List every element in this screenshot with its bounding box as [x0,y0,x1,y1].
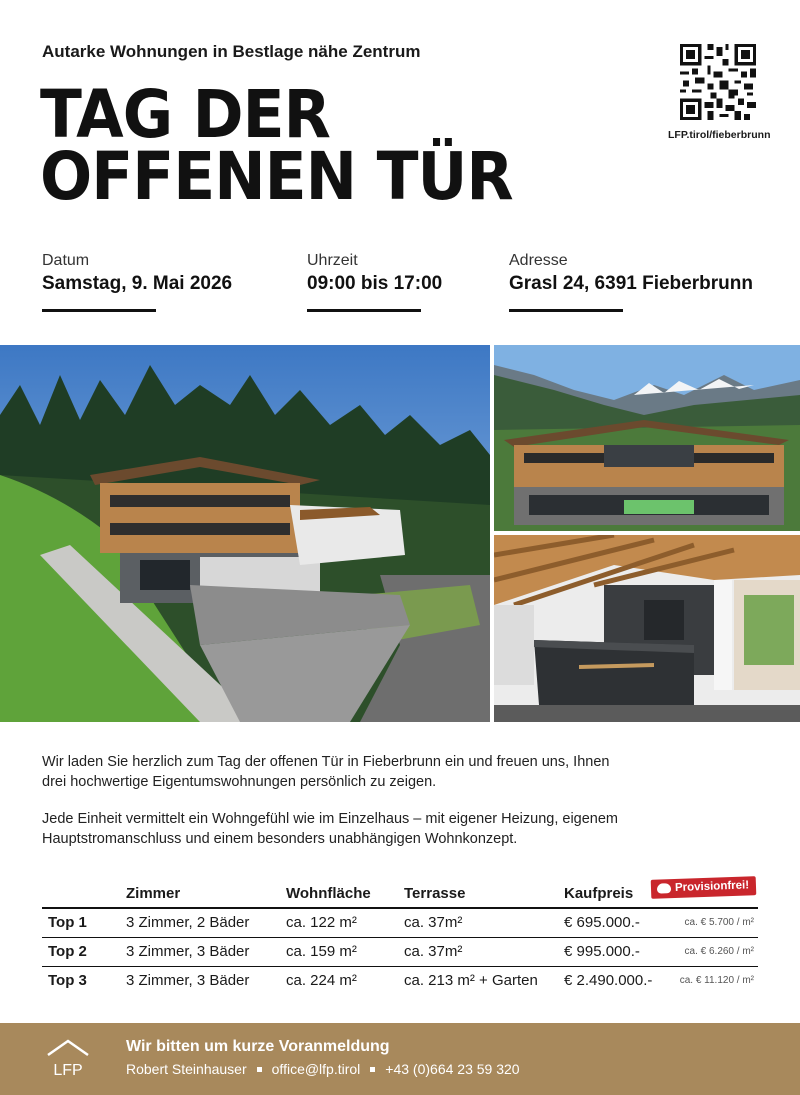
unit-terrace: ca. 213 m² + Garten [404,972,538,990]
page-title [40,76,513,215]
contact-line [126,1061,520,1077]
unit-price-per-sqm: ca. € 11.120 / m² [679,975,754,987]
divider [509,309,623,312]
header-unit [42,880,120,908]
unit-price-per-sqm: ca. € 5.700 / m² [666,908,758,937]
title-line-2: OFFENEN TÜR [40,138,513,215]
divider [307,309,421,312]
unit-name: Top 2 [42,937,120,966]
unit-price-per-sqm: ca. € 6.260 / m² [666,937,758,966]
header-rooms: Zimmer [120,880,280,908]
unit-rooms: 3 Zimmer, 3 Bäder [120,937,280,966]
lfp-logo [44,1037,92,1081]
unit-rooms: 3 Zimmer, 3 Bäder [126,972,250,990]
logo-text: LFP [53,1062,83,1079]
date-value: Samstag, 9. Mai 2026 [42,273,233,294]
piggy-bank-icon [657,883,671,893]
house-mountain-photo [494,345,800,531]
unit-rooms: 3 Zimmer, 2 Bäder [120,908,280,937]
time-block [307,252,442,312]
contact-email[interactable]: office@lfp.tirol [271,1061,361,1077]
address-label: Adresse [509,252,568,269]
header-terrace: Terrasse [398,880,558,908]
intro-paragraph: Wir laden Sie herzlich zum Tag der offenen Tür in Fieberbrunn ein und freuen uns, Ihnen drei hochwertige Eigentumswohnungen persönlich zu zeigen. [42,754,610,790]
unit-terrace: ca. 37m² [398,937,558,966]
registration-notice: Wir bitten um kurze Voranmeldung [126,1038,390,1055]
contact-phone[interactable]: +43 (0)664 23 59 320 [385,1061,520,1077]
unit-name: Top 3 [48,972,87,990]
divider [42,309,156,312]
unit-area: ca. 159 m² [280,937,398,966]
header-price: Kaufpreis [558,880,666,908]
contact-name: Robert Steinhauser [126,1061,247,1077]
qr-caption[interactable]: LFP.tirol/fieberbrunn [668,129,771,141]
table-row [42,937,758,966]
table-row [42,908,758,937]
unit-price: € 695.000.- [558,908,666,937]
footer [0,1023,800,1095]
details-paragraph: Jede Einheit vermittelt ein Wohngefühl wie im Einzelhaus – mit eigener Heizung, eigenem Hauptstromanschluss und einem besonders unabhängigen Wohnkonzept. [42,811,619,847]
date-block [42,252,232,312]
date-label: Datum [42,252,90,269]
badge-label: Provisionfrei! [674,879,750,894]
unit-area: ca. 224 m² [286,972,357,990]
qr-code-icon[interactable] [680,44,756,120]
separator-dot [257,1067,262,1072]
time-label: Uhrzeit [307,252,358,269]
address-value: Grasl 24, 6391 Fieberbrunn [509,273,753,294]
commission-free-badge [651,876,757,899]
unit-terrace: ca. 37m² [398,908,558,937]
kitchen-interior-photo [494,535,800,722]
address-block [509,252,753,312]
house-exterior-photo [0,345,490,722]
title-line-1: TAG DER [40,76,331,153]
header-area: Wohnfläche [280,880,398,908]
unit-name: Top 1 [42,908,120,937]
unit-price: € 2.490.000.- [564,972,653,990]
unit-area: ca. 122 m² [280,908,398,937]
time-value: 09:00 bis 17:00 [307,273,443,294]
separator-dot [370,1067,375,1072]
subtitle: Autarke Wohnungen in Bestlage nähe Zentrum [42,42,421,61]
unit-price: € 995.000.- [558,937,666,966]
table-row [42,966,758,995]
